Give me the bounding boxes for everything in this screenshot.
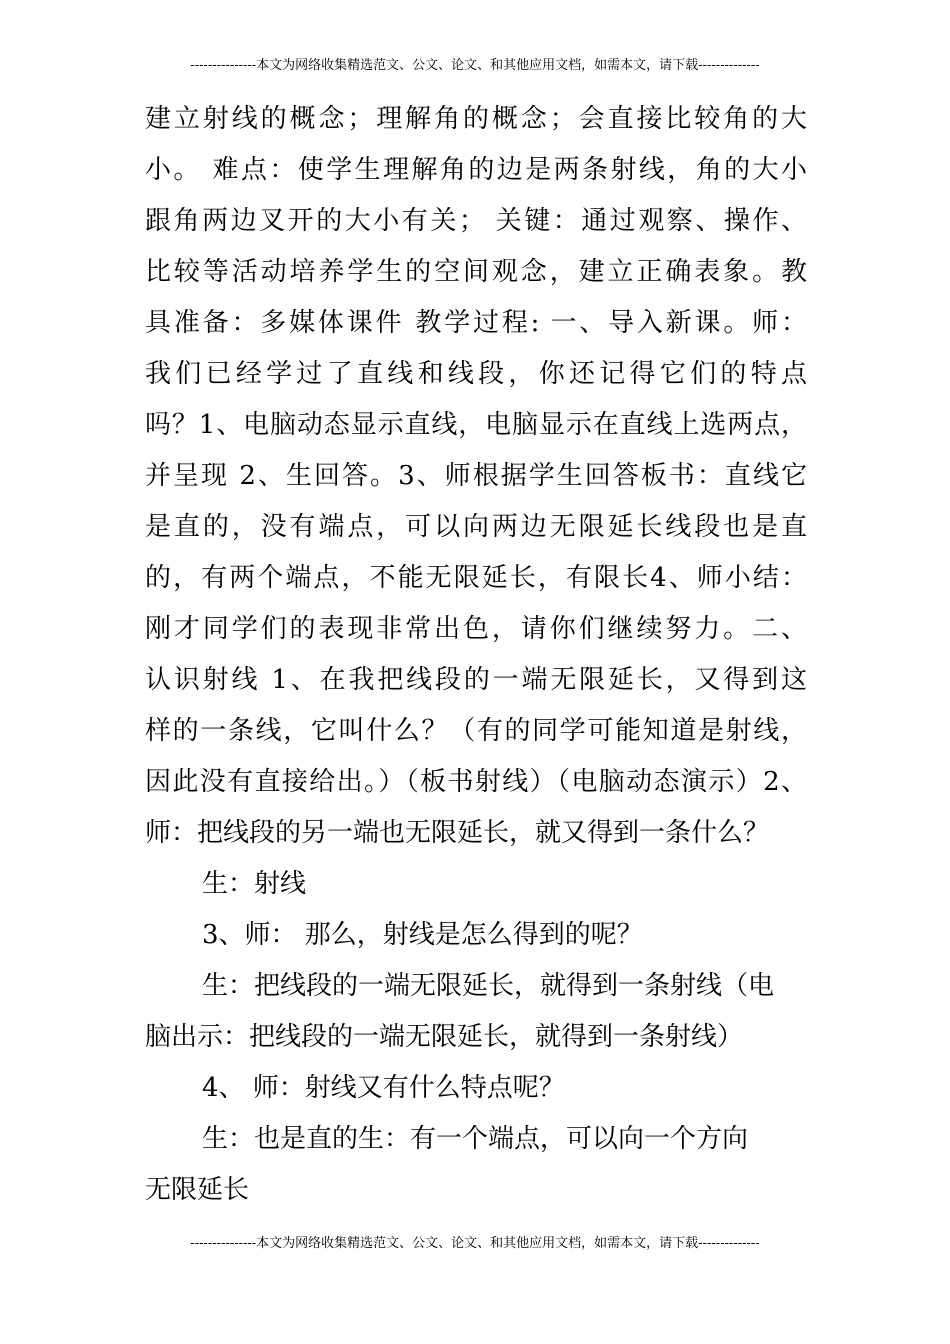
page-header: ---------------本文为网络收集精选范文、公文、论文、和其他应用文档，如需本文，请下载--------------	[190, 58, 760, 73]
text-line: 的，有两个端点，不能无限延长，有限长4、师小结：	[145, 563, 807, 593]
text-line: 我们已经学过了直线和线段，你还记得它们的特点	[145, 359, 807, 389]
text-line: 建立射线的概念；理解角的概念；会直接比较角的大	[145, 104, 807, 134]
text-line: 生：也是直的生：有一个端点，可以向一个方向	[202, 1124, 749, 1154]
text-line: 认识射线 1、在我把线段的一端无限延长，又得到这	[145, 665, 807, 695]
document-body	[145, 94, 807, 1216]
text-line: 并呈现 2、生回答。3、师根据学生回答板书：直线它	[145, 461, 807, 491]
text-line: 跟角两边叉开的大小有关； 关键：通过观察、操作、	[145, 206, 807, 236]
text-line: 刚才同学们的表现非常出色，请你们继续努力。二、	[145, 614, 807, 644]
text-line: 具准备：多媒体课件 教学过程: 一、导入新课。师：	[145, 308, 807, 338]
text-line: 样的一条线，它叫什么？（有的同学可能知道是射线，	[145, 716, 807, 746]
text-line: 生：射线	[202, 869, 307, 899]
text-line: 因此没有直接给出。）（板书射线）（电脑动态演示）2、	[145, 767, 807, 797]
text-line: 小。 难点：使学生理解角的边是两条射线，角的大小	[145, 155, 807, 185]
page-footer: ---------------本文为网络收集精选范文、公文、论文、和其他应用文档，如需本文，请下载--------------	[190, 1236, 760, 1251]
text-line: 师：把线段的另一端也无限延长，就又得到一条什么？	[145, 818, 770, 848]
text-line: 吗？1、电脑动态显示直线，电脑显示在直线上选两点，	[145, 410, 807, 440]
text-line: 3、师： 那么，射线是怎么得到的呢？	[202, 920, 643, 950]
text-line: 脑出示：把线段的一端无限延长，就得到一条射线）	[145, 1022, 744, 1052]
text-line: 生：把线段的一端无限延长，就得到一条射线（电	[202, 971, 775, 1001]
text-line: 是直的，没有端点，可以向两边无限延长线段也是直	[145, 512, 807, 542]
text-line: 4、 师：射线又有什么特点呢？	[202, 1073, 565, 1103]
text-line: 比较等活动培养学生的空间观念，建立正确表象。教	[145, 257, 807, 287]
text-line: 无限延长	[145, 1175, 250, 1205]
